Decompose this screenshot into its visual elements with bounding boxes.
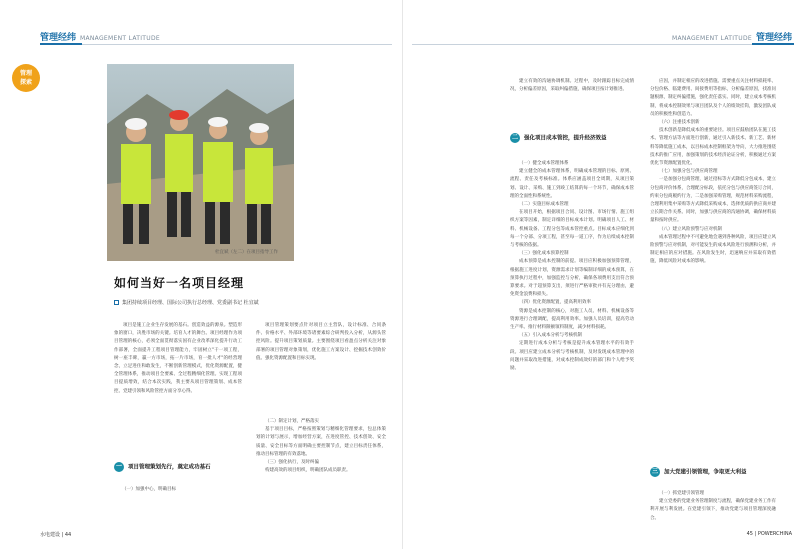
photo-caption: 杜宜斌（左二）在项目指导工作 [215, 250, 278, 255]
col4-p5: 一是加强分包商管理，通过招标等方式降低分包成本，建立分包商评价体系，合理配分标段，依托分包与供应商签订合同，约束分包商履约行为，二是加强采购管理，规范材料采购流程，合理利用集中采购等方式降低采购成本，选择优质的供应商并建立长期合作关系。同时，加强与供应商的沟通协调，确保材料质量和按时供应。 [650, 177, 776, 224]
header-left-subtitle: MANAGEMENT LATITUDE [80, 35, 160, 42]
header-rule-left [82, 44, 392, 45]
col3b-p2: 建立健全的成本管理体系，明确成本管理的目标、原则、流程、责任及考核标准。体系应涵盖项目全周期，从项目策划、设计、采购、施工到竣工结算的每一个环节，确保成本管理的全面性和系统性。 [510, 169, 634, 199]
section-2-label: 强化项目成本管控，提升经济效益 [524, 135, 607, 142]
section-3-heading [650, 467, 780, 477]
column-1b [122, 486, 242, 494]
header-right-subtitle: MANAGEMENT LATITUDE [672, 35, 752, 42]
col4-p6: （八）建立风险预警与应对机制 [659, 226, 722, 232]
column-2b [256, 418, 386, 528]
footer-right: 45 | POWERCHINA [746, 531, 792, 537]
footer-left: 水电建设 | 44 [40, 532, 72, 538]
section-2-heading [510, 133, 640, 143]
header-accent-bar-right [752, 43, 794, 45]
col4-p4: （七）加强分包与供应商管理 [659, 169, 718, 175]
site-photo [107, 64, 294, 261]
section-2-number-icon: 二 [511, 134, 518, 141]
header-accent-bar [40, 43, 82, 45]
col1b-paragraph: （一）加强中心，明确目标 [122, 487, 176, 492]
header-right [672, 30, 792, 43]
col4-p7: 成本管理过程中不可避免地会遇到各种风险，项目应建立风险预警与应对机制，对可能发生的成本风险进行预测和分析，并制定相应的应对措施。在风险发生时，迅速响应并采取有效措施，降低风险对成本的影响。 [650, 234, 776, 265]
col2b-p3: （三）强化执行，及时纠偏 [265, 460, 319, 466]
section-3-label: 加大党建引领管理，争取更大利益 [664, 469, 747, 476]
col3b-p9: （五）引入成本分析与考核机制 [519, 333, 582, 339]
page-spine [402, 0, 403, 549]
col2b-p2: 基于项目目标，严格按照策划与精细化管理要求，包总体策划的计划与展示，增加经营方案，在进度管控、技术创效、安全质量、安全目标等方面明确主要控制节点，建立目标责任体系，推动目标管理的有效落地。 [256, 427, 386, 457]
column-4 [650, 78, 776, 462]
header-right-title: 管理经纬 [755, 33, 792, 43]
page-header [0, 28, 804, 50]
col3b-p10: 定期进行成本分析与考核是提升成本管理水平的有效手段。项目应建立成本分析与考核机制，及时发现成本管理中的问题并采取改进措施，对成本控制成效好的部门和个人给予奖励。 [510, 341, 634, 372]
col3b-p4: 在项目开始，根据项目合同、设计图、市场行情、施工组织方案等因素，制定详细的目标成本计划。明确项目人工、材料、机械设备、工程分包等成本管控重点。目标成本应细化到每一个分部、分项工程，甚至每一道工序，作为后续成本控制与考核的依据。 [510, 210, 634, 249]
col3b-p3: （二）实施目标成本管理 [519, 202, 569, 208]
col4b-p2: 建立党委的党建业务管理制度与流程，确保党建业务工作有利开展与利发展。在党建引领下，推动党建与项目管理深度融合。 [650, 499, 776, 521]
byline-square-icon [114, 300, 119, 305]
site-photo-illustration [107, 64, 294, 261]
col4-p2: （六）注重技术创新 [659, 120, 700, 126]
header-left [40, 30, 160, 43]
column-1 [114, 322, 242, 457]
header-rule-right [412, 44, 752, 45]
col4b-p1: （一）抓党建引领管理 [659, 491, 704, 496]
col2b-p1: （二）制定计划，严格落实 [265, 419, 319, 424]
col3-paragraph: 建立有效的沟通协调机制。过程中，及时跟踪目标完成情况，分析偏差原因，采取纠偏措施，确保项目按计划推进。 [510, 79, 634, 93]
col3b-p8: 资源是成本控制的核心，对施工人员、材料、机械设备等资源进行合理调配，提高利用效率。加强人员培训，提高劳动生产率。推行材料限额领料制度，减少材料损耗。 [510, 308, 634, 331]
section-1-number-icon: 一 [115, 463, 122, 470]
column-3 [510, 78, 634, 128]
column-badge [12, 64, 40, 92]
header-left-title: 管理经纬 [40, 33, 77, 43]
column-4b [650, 490, 776, 528]
column-3b [510, 160, 634, 526]
section-3-number-icon: 三 [651, 468, 658, 475]
col3b-p5: （三）强化成本预算控制 [519, 251, 569, 257]
section-1-label: 项目管理策划先行，奠定成功基石 [128, 464, 211, 471]
column-2 [256, 322, 386, 416]
article-title: 如何当好一名项目经理 [114, 276, 245, 290]
col1-paragraph: 项目是施工企业生存发展的基石。创造效益的源泉。塑造形象的窗口，决胜市场的关键。培育人才的舞台。项目经理作为项目管理的核心，必须全面贯彻落实国有企业改革深化提升行动工作部署，全面提升工程项目管理能力，牢固树立"干一项工程，树一座丰碑，赢一方市场，拓一片市场，育一批人才"的经营理念，立足进住和敢发生，不断创新管理模式，优化资源配置，健全管理体系，推动项目全要素、全过程精细化管理。实现工程项目提质增效，结合本次实践，我主要从项目管理策划、成本管控、党建引领和风险管控方面分享心得。 [114, 323, 242, 394]
col4-p1: 应因，并制定相应的改进措施。需要重点关注材料损耗率、分包价格、临建费用、间接费用等指标，分析偏差原因，找准问题根源，制定纠偏措施，强化责任落实。同时，建立成本考核机制，将成本控制效果与项目团队及个人的绩效挂钩，激发团队成员的积极性和创造力。 [650, 79, 776, 117]
article-byline [114, 299, 259, 306]
col2-paragraph: 项目管理策划要点针对项目立主营队，设计标准、合同条件、价格水平、外部环境等诸要素综合研判投入分析，从源头管控风险。提升项目策划质量。主要围绕项目看盈点分析关注对象部署的项目管理对象策划，优化施工方案设计、挖掘技术创效价值。强化资源配置和目标实现。 [256, 323, 386, 361]
badge-line1: 管理 [19, 70, 32, 77]
badge-line2: 探索 [19, 79, 32, 86]
byline-text: 集团持续项目经理、国际公司执行总经理、党委副书记 杜宜斌 [122, 300, 259, 306]
col2b-p4: 构建高效的项目组织，明确团队成员职责。 [265, 468, 351, 474]
col3b-p1: （一）健全成本管理体系 [519, 161, 569, 166]
col3b-p7: （四）优化资源配置，提高利用效率 [519, 300, 591, 306]
section-1-heading [114, 462, 244, 472]
col3b-p6: 成本预算是成本控制的前提。项目应积极加强预算管理，根据施工进度计划，资源需求计划等编制详细的成本预算，在预算执行过程中，加强监控与分析，确保各项费用支出符合预算要求。对于超预算支出，须进行严格审批并有充分理由，避免资金浪费和损失。 [510, 259, 634, 298]
col4-p3: 技术创新是降低成本的重要途径。项目应鼓励团队在施工技术、管理方法等方面进行创新，通过引入新技术、新工艺、新材料等降低施工成本，以目标成本控制框架为导向，大力推进围绕技术的推广应用，加强策划的技术经济论证分析，积极通过方案优化节资源配置优化。 [650, 128, 776, 167]
